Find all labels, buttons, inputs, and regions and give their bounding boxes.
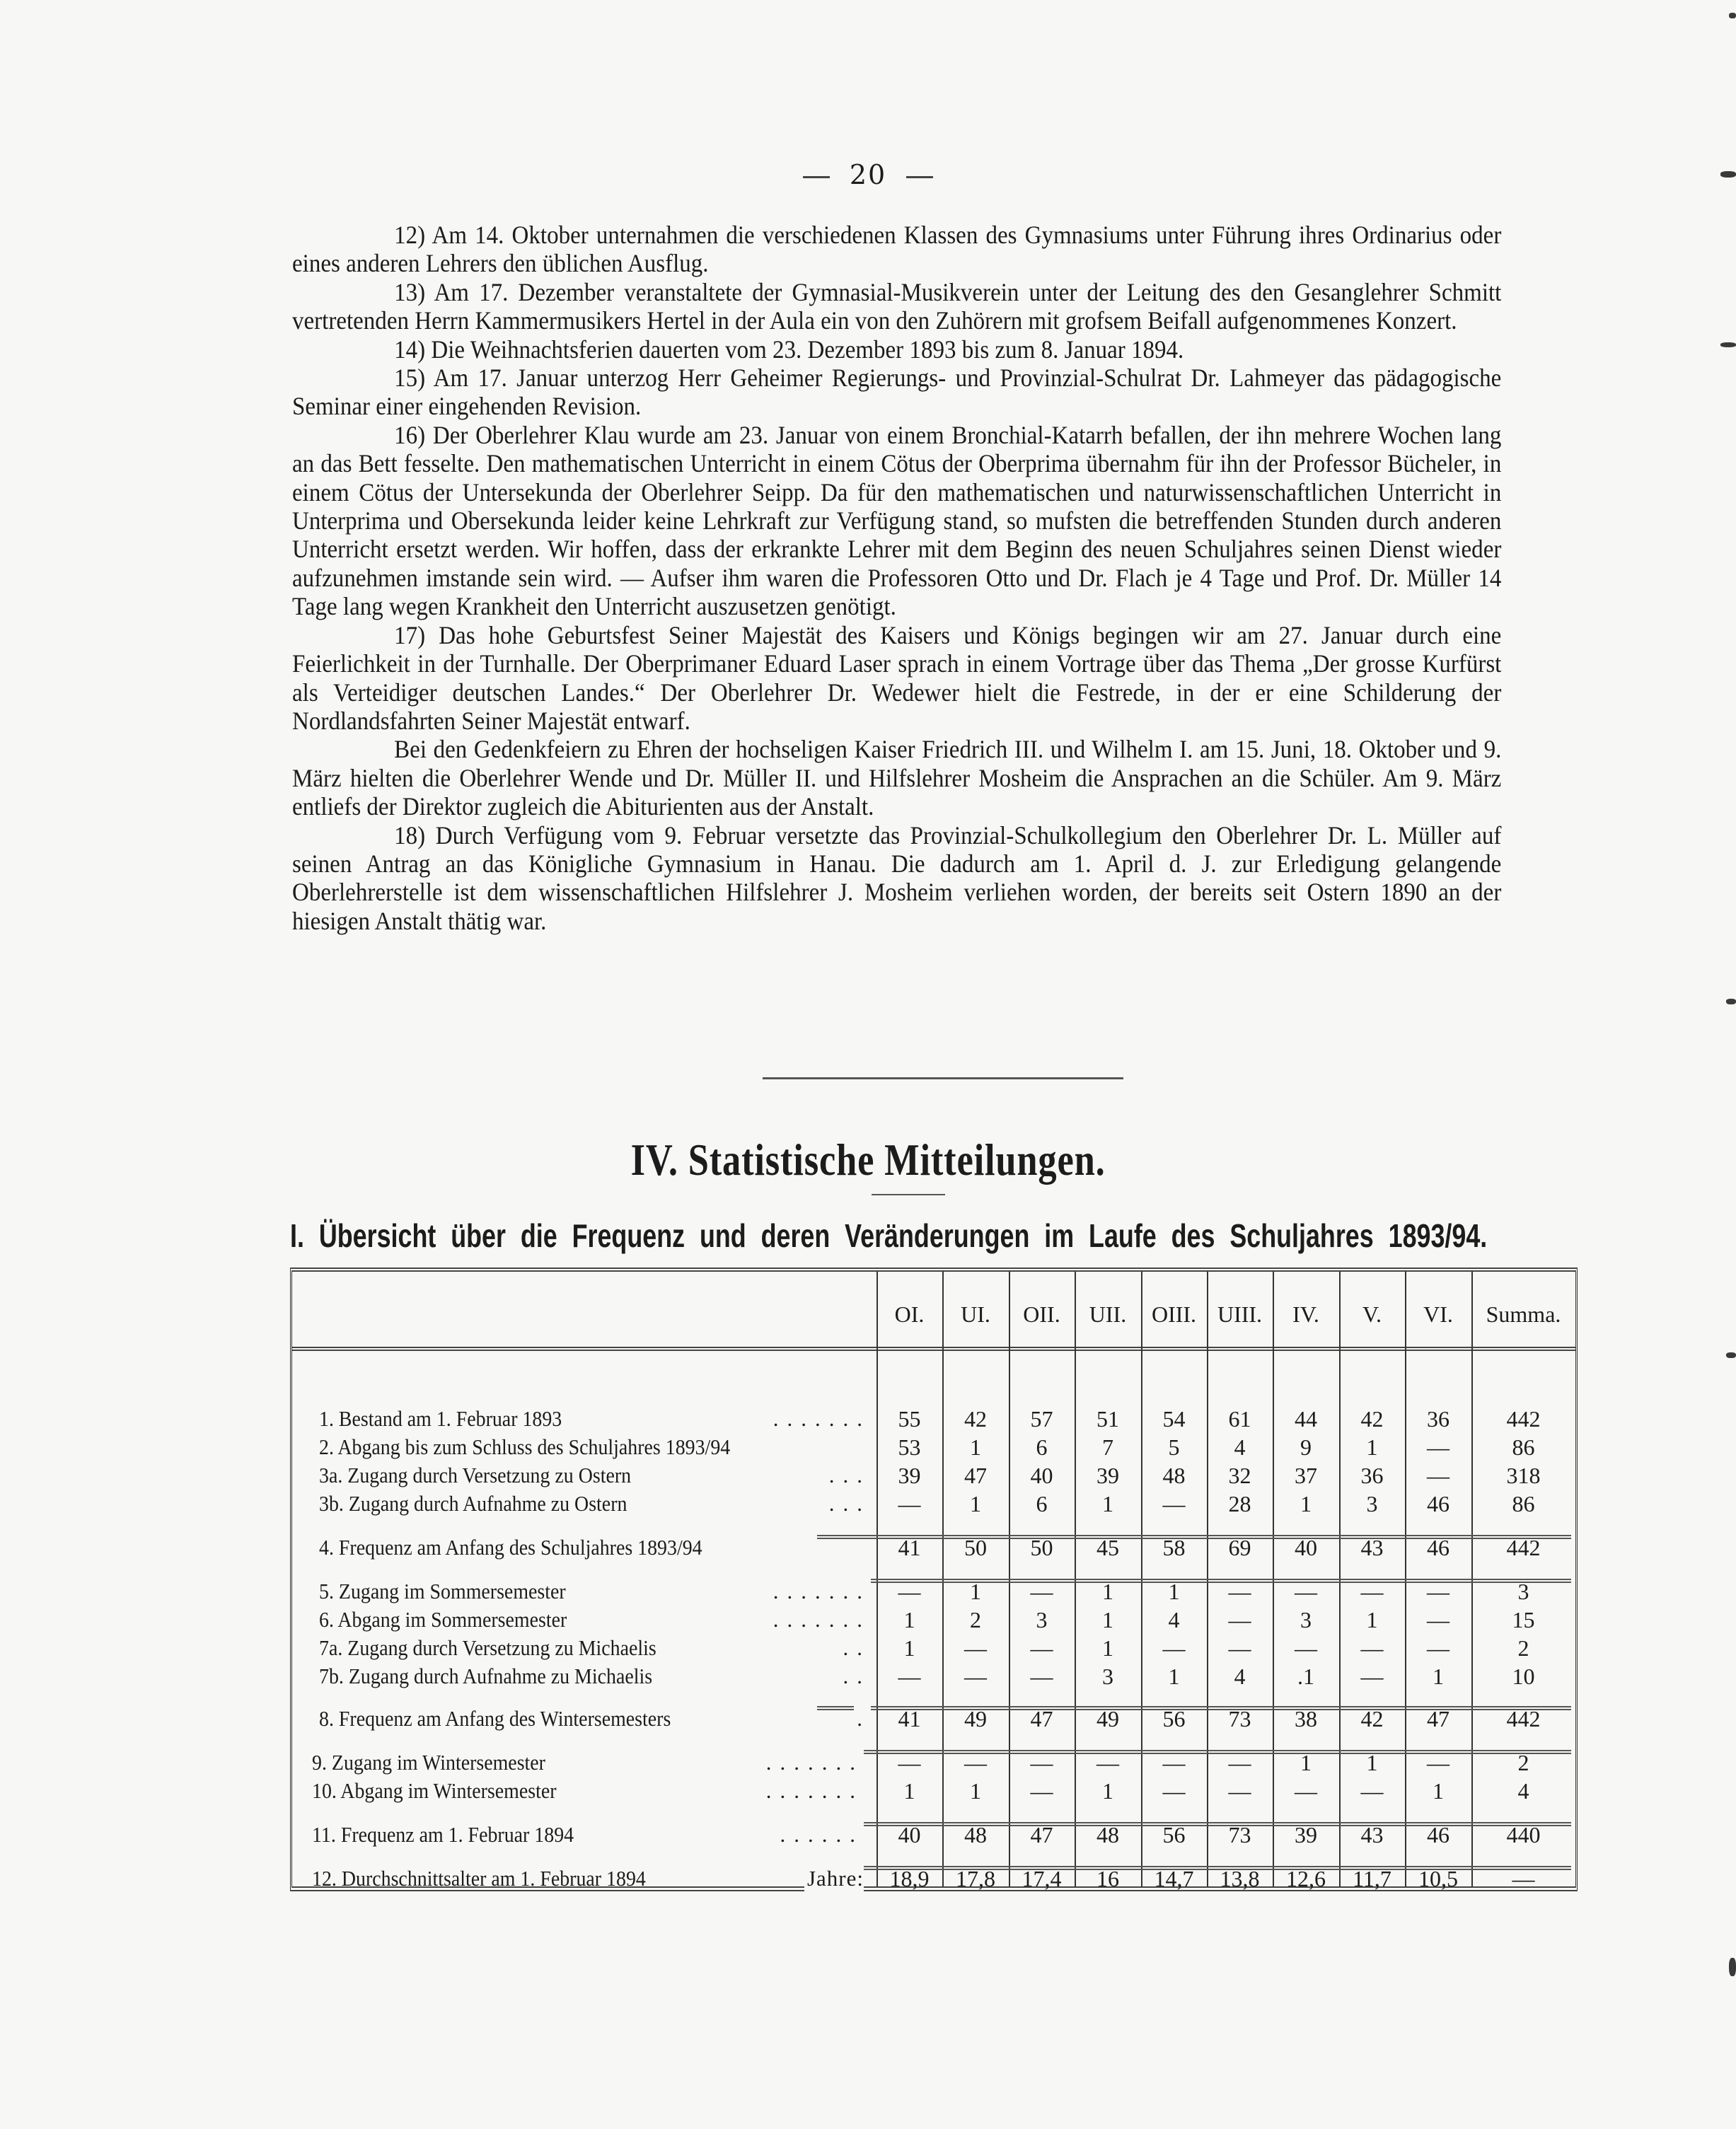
column-header: UII.	[1089, 1301, 1127, 1327]
table-cell: 58	[1162, 1535, 1186, 1560]
table-cell: 61	[1228, 1406, 1251, 1432]
row-label-text: 2. Abgang bis zum Schluss des Schuljahres 1893/94	[319, 1434, 731, 1459]
table-cell: 39	[898, 1463, 921, 1488]
table-cell: 2	[970, 1607, 981, 1632]
row-label-text: 7a. Zugang durch Versetzung zu Michaelis	[319, 1635, 656, 1660]
table-cell: 3	[1300, 1607, 1312, 1632]
table-row	[292, 1634, 1575, 1662]
row-leader: .......	[763, 1777, 864, 1805]
table-cell: 56	[1162, 1706, 1186, 1731]
row-label	[319, 1461, 871, 1490]
row-label-text: 3a. Zugang durch Versetzung zu Ostern	[319, 1463, 632, 1487]
table-cell: 73	[1228, 1706, 1251, 1731]
table-cell: —	[1228, 1579, 1251, 1604]
table-cell: 17,4	[1022, 1866, 1062, 1891]
row-label-text: 8. Frequenz am Anfang des Wintersemesters	[319, 1706, 671, 1731]
table-cell: 1	[1366, 1750, 1378, 1775]
table-cell: 18,9	[889, 1866, 930, 1891]
table-cell: —	[1030, 1664, 1053, 1689]
table-cell: —	[898, 1750, 921, 1775]
table-cell: 1	[970, 1434, 981, 1460]
heading-underline-rule	[872, 1194, 945, 1195]
table-cell: 3	[1102, 1664, 1113, 1689]
row-label-text: 3b. Zugang durch Aufnahme zu Ostern	[319, 1491, 627, 1516]
paragraph-17-gedenkfeiern: Bei den Gedenkfeiern zu Ehren der hochseligen Kaiser Friedrich III. und Wilhelm I. am 15. Juni, 18. Oktober und 9. März hielten die Oberlehrer Wende und Dr. Müller II. und Hilfslehrer Mosheim die Ansprachen an die Schüler. Am 9. März entliefs der Direktor zugleich die Abiturienten aus der Anstalt.	[292, 735, 1502, 821]
table-cell: 39	[1096, 1463, 1119, 1488]
table-cell: —	[1162, 1778, 1186, 1804]
table-cell: 40	[1295, 1535, 1317, 1560]
table-cell: 15	[1512, 1607, 1535, 1632]
row-leader: Jahre:	[804, 1864, 864, 1893]
row-label	[312, 1864, 864, 1893]
table-row	[292, 1821, 1575, 1849]
row-label-text: 12. Durchschnittsalter am 1. Februar 1894	[312, 1866, 646, 1891]
table-cell: 1	[1102, 1778, 1113, 1804]
row-leader: .......	[770, 1405, 871, 1433]
section-heading-text: IV. Statistische Mitteilungen.	[630, 1135, 1106, 1185]
row-label	[312, 1748, 864, 1777]
table-cell: —	[1360, 1778, 1384, 1804]
row-leader: ...	[826, 1490, 871, 1518]
table-cell: 48	[1162, 1463, 1186, 1488]
table-cell: 47	[964, 1463, 987, 1488]
row-leader: .......	[770, 1606, 871, 1634]
table-cell: 442	[1506, 1406, 1541, 1432]
table-cell: —	[1228, 1778, 1251, 1804]
table-row	[292, 1533, 1575, 1562]
column-header: IV.	[1292, 1301, 1319, 1327]
table-row	[292, 1490, 1575, 1518]
table-cell: —	[898, 1491, 921, 1516]
table-cell: 1	[1433, 1778, 1444, 1804]
table-cell: —	[1228, 1607, 1251, 1632]
column-header: UI.	[961, 1301, 990, 1327]
scan-mark	[1726, 1352, 1736, 1358]
row-label-text: 9. Zugang im Wintersemester	[312, 1750, 545, 1775]
row-leader: ..	[840, 1662, 872, 1690]
column-header: V.	[1362, 1301, 1382, 1327]
row-label	[312, 1777, 864, 1805]
page-number-text: 20	[849, 159, 887, 190]
table-cell: 442	[1506, 1535, 1541, 1560]
table-title-text: I. Übersicht über die Frequenz und deren Veränderungen im Laufe des Schuljahres 1893/94.	[290, 1217, 1488, 1254]
row-label	[319, 1433, 871, 1461]
table-cell: 48	[1096, 1822, 1119, 1847]
paragraph-13: 13) Am 17. Dezember veranstaltete der Gymnasial-Musikverein unter der Leitung des den Gesanglehrer Schmitt vertretenden Herrn Kammermusikers Hertel in der Aula ein von den Zuhörern mit grofsem Beifall aufgenommenes Konzert.	[292, 277, 1502, 335]
table-cell: 46	[1427, 1535, 1449, 1560]
table-cell: —	[964, 1664, 987, 1689]
row-label	[319, 1705, 871, 1733]
row-leader: .......	[770, 1577, 871, 1606]
table-cell: 440	[1506, 1822, 1541, 1847]
body-text	[292, 221, 1501, 935]
table-cell: 14,7	[1154, 1866, 1194, 1891]
table-cell: —	[964, 1635, 987, 1661]
table-cell: 49	[1096, 1706, 1119, 1731]
row-label	[319, 1606, 871, 1634]
table-cell: 3	[1517, 1579, 1529, 1604]
table-cell: 40	[898, 1822, 921, 1847]
table-cell: 48	[964, 1822, 987, 1847]
table-cell: 55	[898, 1406, 921, 1432]
table-cell: 40	[1030, 1463, 1053, 1488]
row-label	[319, 1577, 871, 1606]
table-cell: 56	[1162, 1822, 1186, 1847]
table-row	[292, 1864, 1575, 1893]
table-cell: —	[1360, 1579, 1384, 1604]
table-cell: 4	[1234, 1664, 1246, 1689]
scan-mark	[1720, 171, 1736, 178]
paragraph-18: 18) Durch Verfügung vom 9. Februar versetzte das Provinzial-Schulkollegium den Oberlehrer Dr. L. Müller auf seinen Antrag an das Königliche Gymnasium in Hanau. Die dadurch am 1. April d. J. zur Erledigung gelangende Oberlehrerstelle ist dem wissenschaftlichen Hilfslehrer J. Mosheim verliehen worden, der bereits seit Ostern 1890 an der hiesigen Anstalt thätig war.	[292, 820, 1502, 935]
table-cell: 86	[1512, 1491, 1535, 1516]
section-heading	[0, 1134, 1736, 1186]
table-cell: 36	[1427, 1406, 1449, 1432]
table-cell: 46	[1427, 1491, 1449, 1516]
table-cell: 41	[898, 1706, 921, 1731]
row-label-text: 6. Abgang im Sommersemester	[319, 1607, 567, 1632]
table-cell: 1	[1300, 1750, 1312, 1775]
table-cell: —	[1295, 1579, 1317, 1604]
row-label	[312, 1821, 864, 1849]
table-row	[292, 1606, 1575, 1634]
table-cell: .1	[1297, 1664, 1314, 1689]
table-cell: 11,7	[1353, 1866, 1391, 1891]
table-cell: 36	[1360, 1463, 1384, 1488]
scan-mark	[1720, 342, 1736, 347]
table-cell: 13,8	[1220, 1866, 1260, 1891]
table-row	[292, 1405, 1575, 1433]
table-cell: 28	[1228, 1491, 1251, 1516]
table-cell: —	[1512, 1866, 1535, 1891]
table-cell: 1	[903, 1778, 915, 1804]
row-label-text: 5. Zugang im Sommersemester	[319, 1579, 566, 1603]
table-cell: 10	[1512, 1664, 1535, 1689]
table-cell: 47	[1030, 1822, 1053, 1847]
dash-left	[803, 176, 830, 178]
table-cell: 2	[1517, 1635, 1529, 1661]
row-label	[319, 1405, 871, 1433]
row-leader: .	[854, 1705, 871, 1733]
table-cell: 1	[970, 1778, 981, 1804]
table-cell: 37	[1295, 1463, 1317, 1488]
column-header: VI.	[1423, 1301, 1453, 1327]
table-row	[292, 1777, 1575, 1805]
table-cell: —	[1030, 1635, 1053, 1661]
section-divider-rule	[763, 1077, 1123, 1079]
table-cell: 12,6	[1286, 1866, 1326, 1891]
table-cell: 1	[903, 1635, 915, 1661]
table-cell: 1	[1168, 1664, 1180, 1689]
column-header: OI.	[894, 1301, 925, 1327]
row-label-text: 11. Frequenz am 1. Februar 1894	[312, 1822, 574, 1847]
table-cell: —	[1427, 1607, 1449, 1632]
table-cell: 442	[1506, 1706, 1541, 1731]
table-cell: —	[1427, 1579, 1449, 1604]
row-leader: .......	[763, 1748, 864, 1777]
table-row	[292, 1662, 1575, 1690]
table-cell: 41	[898, 1535, 921, 1560]
row-label-text: 7b. Zugang durch Aufnahme zu Michaelis	[319, 1664, 653, 1688]
row-leader: ..	[840, 1634, 872, 1662]
table-cell: 2	[1517, 1750, 1529, 1775]
table-cell: —	[964, 1750, 987, 1775]
table-cell: 42	[964, 1406, 987, 1432]
table-cell: —	[1228, 1750, 1251, 1775]
row-label-text: 1. Bestand am 1. Februar 1893	[319, 1406, 562, 1431]
table-row	[292, 1748, 1575, 1777]
table-cell: —	[1427, 1463, 1449, 1488]
table-cell: 32	[1228, 1463, 1251, 1488]
table-cell: 54	[1162, 1406, 1186, 1432]
table-cell: 50	[964, 1535, 987, 1560]
row-leader: ......	[777, 1821, 864, 1849]
table-cell: 1	[1366, 1434, 1378, 1460]
table-cell: 47	[1030, 1706, 1053, 1731]
table-cell: —	[1030, 1778, 1053, 1804]
table-cell: 4	[1234, 1434, 1246, 1460]
table-cell: 4	[1168, 1607, 1180, 1632]
table-cell: —	[1427, 1434, 1449, 1460]
row-label	[319, 1634, 871, 1662]
table-cell: —	[1360, 1664, 1384, 1689]
paragraph-15: 15) Am 17. Januar unterzog Herr Geheimer Regierungs- und Provinzial-Schulrat Dr. Lahmeyer das pädagogische Seminar einer eingehenden Revision.	[292, 364, 1502, 421]
row-leader: ...	[826, 1461, 871, 1490]
table-cell: 6	[1036, 1434, 1048, 1460]
table-cell: 69	[1228, 1535, 1251, 1560]
table-cell: 43	[1360, 1535, 1384, 1560]
table-cell: 1	[1168, 1579, 1180, 1604]
table-cell: 318	[1506, 1463, 1541, 1488]
frequency-table	[290, 1267, 1578, 1891]
table-cell: 1	[970, 1491, 981, 1516]
table-cell: 86	[1512, 1434, 1535, 1460]
table-cell: 1	[1366, 1607, 1378, 1632]
table-cell: 39	[1295, 1822, 1317, 1847]
table-cell: —	[1162, 1635, 1186, 1661]
table-cell: 4	[1517, 1778, 1529, 1804]
column-header: UIII.	[1217, 1301, 1263, 1327]
page-number	[0, 159, 1736, 190]
table-cell: 46	[1427, 1822, 1449, 1847]
row-label-text: 10. Abgang im Wintersemester	[312, 1778, 557, 1803]
table-cell: 42	[1360, 1406, 1384, 1432]
table-cell: 50	[1030, 1535, 1053, 1560]
table-row	[292, 1577, 1575, 1606]
paragraph-16: 16) Der Oberlehrer Klau wurde am 23. Januar von einem Bronchial-Katarrh befallen, der ihn mehrere Wochen lang an das Bett fesselte. Den mathematischen Unterricht in einem Cötus der Oberprima übernahm für ihn der Professor Bücheler, in einem Cötus der Untersekunda der Oberlehrer Seipp. Da für den mathematischen und naturwissenschaftlichen Unterricht in Unterprima und Obersekunda leider keine Lehrkraft zur Verfügung stand, so mufsten die betreffenden Stunden durch anderen Unterricht ersetzt werden. Wir hoffen, dass der erkrankte Lehrer mit dem Beginn des neuen Schuljahres seinen Dienst wieder aufzunehmen imstande sein wird. — Aufser ihm waren die Professoren Otto und Dr. Flach je 4 Tage und Prof. Dr. Müller 14 Tage lang wegen Krankheit den Unterricht auszusetzen genötigt.	[292, 420, 1502, 621]
table-cell: —	[1030, 1579, 1053, 1604]
table-cell: 17,8	[956, 1866, 995, 1891]
table-cell: 1	[1102, 1579, 1113, 1604]
table-cell: —	[1295, 1635, 1317, 1661]
table-cell: 1	[1102, 1491, 1113, 1516]
table-cell: 3	[1366, 1491, 1378, 1516]
dash-right	[906, 176, 933, 178]
scan-mark	[1726, 999, 1736, 1004]
table-row	[292, 1433, 1575, 1461]
table-cell: 43	[1360, 1822, 1384, 1847]
table-cell: 73	[1228, 1822, 1251, 1847]
table-cell: 1	[970, 1579, 981, 1604]
table-cell: 5	[1168, 1434, 1180, 1460]
table-cell: 45	[1096, 1535, 1119, 1560]
table-cell: 53	[898, 1434, 921, 1460]
table-cell: 1	[1102, 1607, 1113, 1632]
paragraph-12: 12) Am 14. Oktober unternahmen die verschiedenen Klassen des Gymnasiums unter Führung ihres Ordinarius oder eines anderen Lehrers den üblichen Ausflug.	[292, 221, 1502, 278]
row-label-text: 4. Frequenz am Anfang des Schuljahres 1893/94	[319, 1535, 702, 1560]
table-row	[292, 1705, 1575, 1733]
table-cell: 38	[1295, 1706, 1317, 1731]
table-cell: 57	[1030, 1406, 1053, 1432]
column-header: OII.	[1023, 1301, 1060, 1327]
paragraph-17: 17) Das hohe Geburtsfest Seiner Majestät des Kaisers und Königs begingen wir am 27. Januar durch eine Feierlichkeit in der Turnhalle. Der Oberprimaner Eduard Laser sprach in einem Vortrage über das Thema „Der grosse Kurfürst als Verteidiger deutschen Landes.“ Der Oberlehrer Dr. Wedewer hielt die Festrede, in der er eine Schilderung der Nordlandsfahrten Seiner Majestät entwarf.	[292, 620, 1502, 735]
table-cell: 47	[1427, 1706, 1449, 1731]
table-cell: 49	[964, 1706, 987, 1731]
column-header: Summa.	[1486, 1301, 1561, 1327]
column-header: OIII.	[1151, 1301, 1197, 1327]
table-cell: 7	[1102, 1434, 1113, 1460]
table-cell: 51	[1096, 1406, 1119, 1432]
table-cell: —	[898, 1579, 921, 1604]
table-cell: 44	[1295, 1406, 1317, 1432]
row-label	[319, 1533, 871, 1562]
table-cell: —	[1030, 1750, 1053, 1775]
table-cell: 1	[1300, 1491, 1312, 1516]
table-cell: 42	[1360, 1706, 1384, 1731]
table-cell: 3	[1036, 1607, 1048, 1632]
table-cell: —	[1228, 1635, 1251, 1661]
table-cell: 6	[1036, 1491, 1048, 1516]
table-cell: 1	[1102, 1635, 1113, 1661]
paragraph-14: 14) Die Weihnachtsferien dauerten vom 23. Dezember 1893 bis zum 8. Januar 1894.	[394, 335, 1184, 364]
table-cell: —	[1162, 1491, 1186, 1516]
table-cell: —	[898, 1664, 921, 1689]
header-double-rule	[292, 1347, 1575, 1351]
table-cell: 10,5	[1418, 1866, 1458, 1891]
table-cell: 16	[1096, 1866, 1119, 1891]
table-cell: —	[1295, 1778, 1317, 1804]
table-cell: —	[1096, 1750, 1119, 1775]
table-cell: —	[1427, 1635, 1449, 1661]
table-title	[290, 1217, 1592, 1255]
scan-mark	[1729, 13, 1736, 18]
row-label	[319, 1490, 871, 1518]
table-cell: 1	[903, 1607, 915, 1632]
table-cell: 9	[1300, 1434, 1312, 1460]
scan-mark	[1729, 1958, 1736, 1976]
row-label	[319, 1662, 871, 1690]
table-cell: —	[1162, 1750, 1186, 1775]
table-row	[292, 1461, 1575, 1490]
table-cell: —	[1427, 1750, 1449, 1775]
table-cell: 1	[1433, 1664, 1444, 1689]
table-cell: —	[1360, 1635, 1384, 1661]
